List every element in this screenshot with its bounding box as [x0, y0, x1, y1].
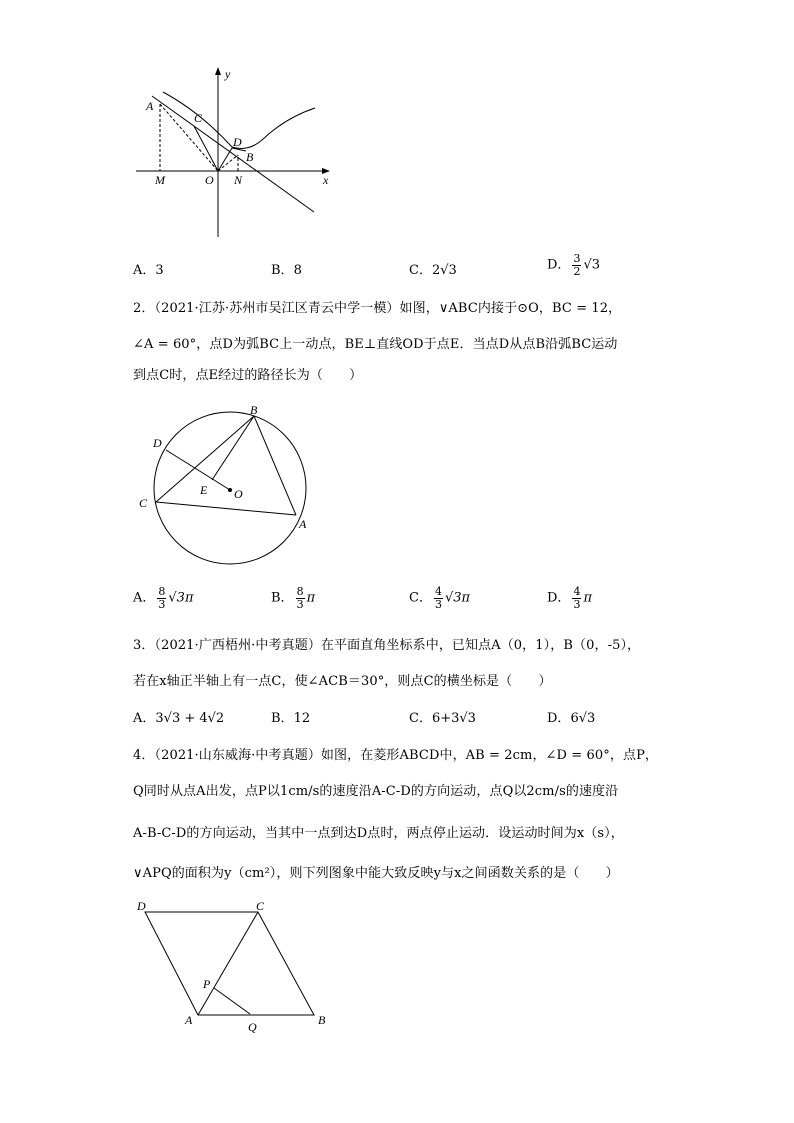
q1-options	[0, 252, 794, 281]
circle-figure-q2	[130, 400, 330, 570]
q2-line2: ∠A = 60°，点D为弧BC上一动点，BE⊥直线OD于点E．当点D从点B沿弧BC运动	[133, 337, 618, 352]
q1-option-c[interactable]: C．2√3	[409, 263, 457, 278]
q2-line1: 2．（2021·江苏·苏州市吴江区青云中学一模）如图，∨ABC内接于⊙O，BC = 12，	[133, 301, 622, 316]
q3-option-b[interactable]: B．12	[271, 711, 311, 726]
label-A: A	[185, 1013, 193, 1027]
label-E: E	[200, 483, 208, 497]
q4-line2: Q同时从点A出发，点P以1cm/s的速度沿A-C-D的方向运动，点Q以2cm/s的速度沿	[133, 784, 619, 799]
q3-line1: 3．（2021·广西梧州·中考真题）在平面直角坐标系中，已知点A（0，1），B（0，-5），	[133, 638, 641, 653]
q1-option-b[interactable]: B．8	[271, 263, 302, 278]
label-C: C	[256, 899, 265, 913]
q2-option-d[interactable]: D． $\frac{4}{3}$ π	[547, 585, 592, 611]
label-N: N	[234, 173, 243, 187]
label-D: D	[233, 135, 242, 149]
label-y: y	[225, 67, 231, 81]
label-A: A	[299, 517, 307, 531]
label-D: D	[153, 436, 162, 450]
label-P: P	[203, 977, 211, 991]
label-Q: Q	[248, 1020, 257, 1034]
rhombus-figure-q4	[130, 893, 340, 1038]
q1-option-a[interactable]: A．3	[133, 263, 164, 278]
q4-line1: 4．（2021·山东威海·中考真题）如图，在菱形ABCD中，AB = 2cm，∠D = 60°，点P，	[133, 748, 659, 763]
label-x: x	[323, 173, 329, 187]
q2-option-b[interactable]: B． $\frac{8}{3}$ π	[271, 585, 316, 611]
label-B: B	[250, 403, 258, 417]
q1-option-d[interactable]: D． $\frac{3}{2}$ √3	[547, 252, 600, 278]
label-C: C	[194, 111, 203, 125]
q2-option-c[interactable]: C． $\frac{4}{3}$ √3π	[409, 585, 471, 611]
label-O: O	[234, 487, 243, 501]
q4-line3: A-B-C-D的方向运动，当其中一点到达D点时，两点停止运动．设运动时间为x（s），	[133, 826, 624, 841]
label-O: O	[205, 173, 214, 187]
q2-line3: 到点C时，点E经过的路径长为（ ）	[133, 368, 363, 383]
q3-option-a[interactable]: A．3√3 + 4√2	[133, 711, 225, 726]
q3-options	[0, 707, 794, 729]
q3-option-d[interactable]: D．6√3	[547, 711, 596, 726]
label-C: C	[139, 496, 148, 510]
label-M: M	[155, 173, 165, 187]
q2-options	[0, 585, 794, 611]
label-A: A	[146, 99, 154, 113]
q3-option-c[interactable]: C．6+3√3	[409, 711, 476, 726]
q2-option-a[interactable]: A． $\frac{8}{3}$ √3π	[133, 585, 194, 611]
label-B: B	[246, 150, 254, 164]
graph-figure-q1	[125, 60, 345, 245]
label-B: B	[318, 1013, 326, 1027]
q3-line2: 若在x轴正半轴上有一点C，使∠ACB＝30°，则点C的横坐标是（ ）	[133, 674, 552, 689]
q4-line4: ∨APQ的面积为y（cm²），则下列图象中能大致反映y与x之间函数关系的是（ ）	[133, 866, 619, 881]
label-D: D	[137, 899, 146, 913]
